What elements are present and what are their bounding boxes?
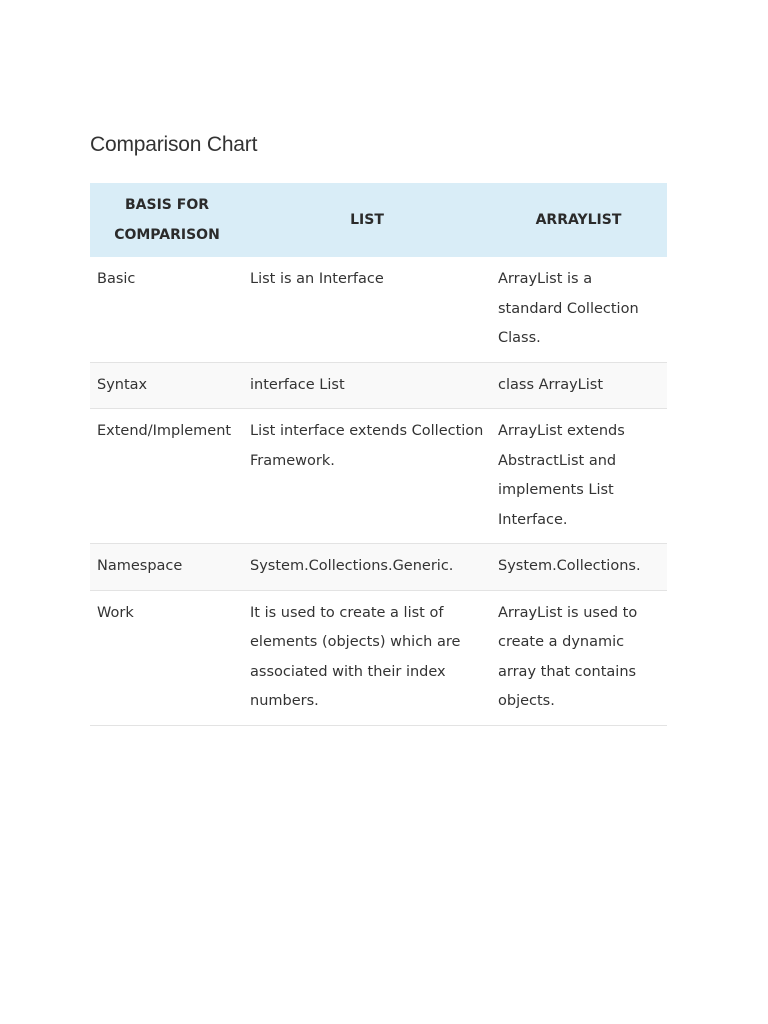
cell-basis: Work [90, 590, 244, 725]
cell-basis: Namespace [90, 544, 244, 591]
table-body [90, 257, 667, 725]
cell-list: It is used to create a list of elements (objects) which are associated with their index numbers. [244, 590, 490, 725]
page-title: Comparison Chart [90, 133, 258, 156]
table-row-work [90, 590, 667, 725]
header-row [90, 183, 667, 257]
table-row-basic [90, 257, 667, 362]
comparison-table [90, 183, 667, 726]
column-header-basis: BASIS FOR COMPARISON [114, 197, 220, 243]
cell-list: System.Collections.Generic. [244, 544, 490, 591]
cell-list: List is an Interface [244, 257, 490, 362]
table-row-syntax [90, 362, 667, 409]
column-header-list: LIST [350, 212, 384, 228]
cell-basis: Syntax [90, 362, 244, 409]
cell-basis: Basic [90, 257, 244, 362]
cell-basis: Extend/Implement [90, 409, 244, 544]
cell-arraylist: System.Collections. [490, 544, 667, 591]
table-header [90, 183, 667, 257]
column-header-arraylist: ARRAYLIST [535, 212, 622, 228]
cell-arraylist: ArrayList is used to create a dynamic array that contains objects. [490, 590, 667, 725]
cell-arraylist: ArrayList extends AbstractList and implements List Interface. [490, 409, 667, 544]
cell-arraylist: ArrayList is a standard Collection Class. [490, 257, 667, 362]
cell-list: List interface extends Collection Framework. [244, 409, 490, 544]
cell-list: interface List [244, 362, 490, 409]
cell-arraylist: class ArrayList [490, 362, 667, 409]
table-row-namespace [90, 544, 667, 591]
table-row-extend-implement [90, 409, 667, 544]
